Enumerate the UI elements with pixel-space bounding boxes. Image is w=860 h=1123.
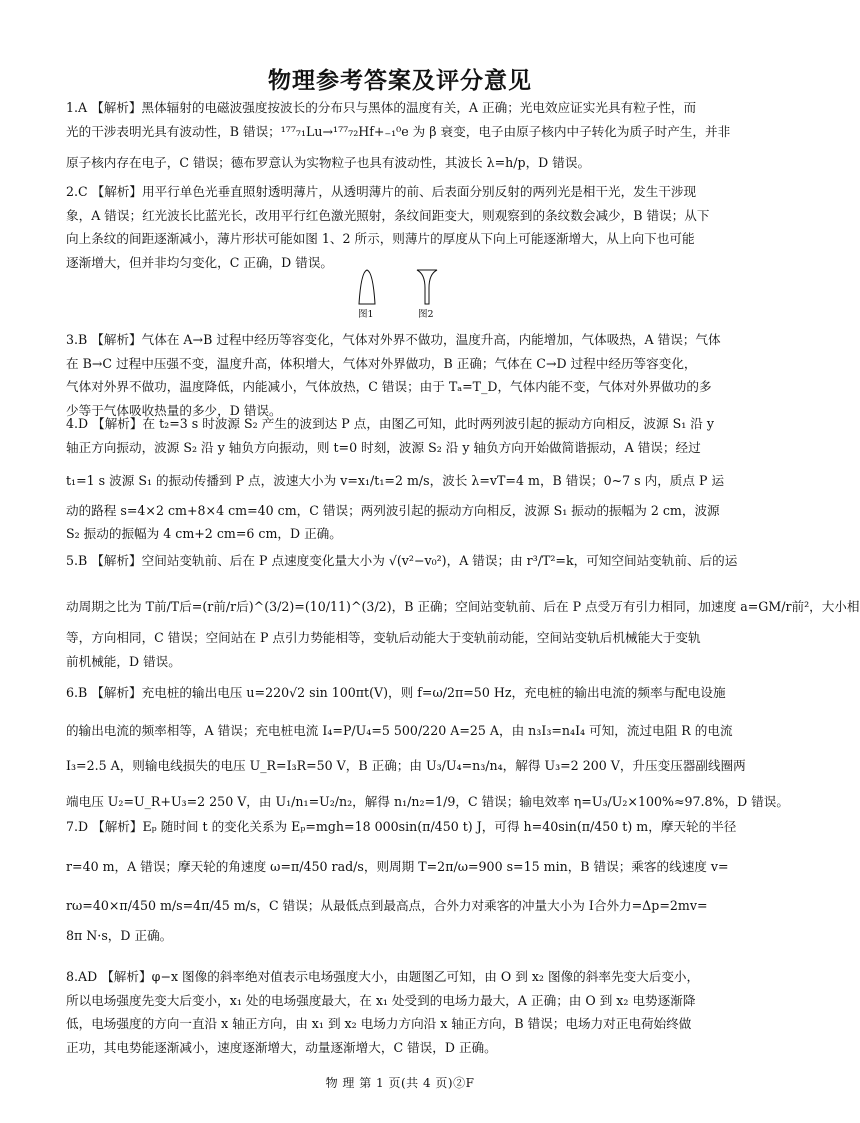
answer-line: 5.B 【解析】空间站变轨前、后在 P 点速度变化量大小为 √(v²−v₀²)，A 错误；由 r³/T²=k，可知空间站变轨前、后的运 bbox=[66, 553, 738, 568]
figure-1-caption: 图1 bbox=[358, 309, 374, 320]
answer-line: 3.B 【解析】气体在 A→B 过程中经历等容变化，气体对外界不做功，温度升高，内能增加，气体吸热，A 错误；气体 bbox=[66, 332, 721, 347]
answer-line: 原子核内存在电子，C 错误；德布罗意认为实物粒子也具有波动性，其波长 λ=h/p，D 错误。 bbox=[66, 155, 591, 170]
answer-item-3 bbox=[66, 328, 746, 422]
answer-line: r=40 m，A 错误；摩天轮的角速度 ω=π/450 rad/s，则周期 T=2π/ω=900 s=15 min，B 错误；乘客的线速度 v= bbox=[66, 858, 729, 874]
answer-item-1 bbox=[66, 96, 746, 175]
page-title: 物理参考答案及评分意见 bbox=[268, 68, 532, 94]
answer-line: 向上条纹的间距逐渐减小，薄片形状可能如图 1、2 所示，则薄片的厚度从下向上可能逐渐增大，从上向下也可能 bbox=[66, 231, 695, 246]
answer-line: 4.D 【解析】在 t₂=3 s 时波源 S₂ 产生的波到达 P 点，由图乙可知，此时两列波引起的振动方向相反，波源 S₁ 沿 y bbox=[66, 416, 714, 431]
answer-item-6 bbox=[66, 681, 789, 813]
answer-line: 1.A 【解析】黑体辐射的电磁波强度按波长的分布只与黑体的温度有关，A 正确；光电效应证实光具有粒子性，而 bbox=[66, 100, 697, 115]
answer-line: 光的干涉表明光具有波动性，B 错误；¹⁷⁷₇₁Lu→¹⁷⁷₇₂Hf+₋₁⁰e 为 β 衰变，电子由原子核内中子转化为质子时产生，并非 bbox=[66, 123, 731, 139]
answer-line: 所以电场强度先变大后变小，x₁ 处的电场强度最大，在 x₁ 处受到的电场力最大，A 正确；由 O 到 x₂ 电势逐渐降 bbox=[66, 992, 696, 1008]
answer-line: I₃=2.5 A，则输电线损失的电压 U_R=I₃R=50 V，B 正确；由 U₃/U₄=n₃/n₄，解得 U₃=2 200 V，升压变压器副线圈两 bbox=[66, 758, 746, 773]
answer-line: 在 B→C 过程中压强不变，温度升高，体积增大，气体对外界做功，B 正确；气体在 C→D 过程中经历等容变化， bbox=[66, 355, 697, 371]
answer-item-8 bbox=[66, 965, 746, 1059]
answer-line: 轴正方向振动，波源 S₂ 沿 y 轴负方向振动，则 t=0 时刻，波源 S₂ 沿 y 轴负方向开始做简谐振动，A 错误；经过 bbox=[66, 439, 701, 455]
answer-line: 等，方向相同，C 错误；空间站在 P 点引力势能相等，变轨后动能大于变轨前动能，空间站变轨后机械能大于变轨 bbox=[66, 630, 701, 645]
answer-line: 气体对外界不做功，温度降低，内能减小，气体放热，C 错误；由于 Tₐ=T_D，气体内能不变，气体对外界做功的多 bbox=[66, 379, 712, 394]
answer-item-4 bbox=[66, 412, 746, 546]
answer-line: 少等于气体吸收热量的多少，D 错误。 bbox=[66, 402, 282, 418]
answer-line: 7.D 【解析】Eₚ 随时间 t 的变化关系为 Eₚ=mgh=18 000sin(π/450 t) J，可得 h=40sin(π/450 t) m，摩天轮的半径 bbox=[66, 819, 737, 834]
answer-line: 8π N·s，D 正确。 bbox=[66, 927, 173, 943]
answer-line: 的输出电流的频率相等，A 错误；充电桩电流 I₄=P/U₄=5 500/220 A=25 A，由 n₃I₃=n₄I₄ 可知，流过电阻 R 的电流 bbox=[66, 722, 733, 738]
answer-line: 动周期之比为 T前/T后=(r前/r后)^(3/2)=(10/11)^(3/2)，B 正确；空间站变轨前、后在 P 点受万有引力相同，加速度 a=GM/r前²，大小相 bbox=[66, 598, 860, 614]
answer-line: 8.AD 【解析】φ−x 图像的斜率绝对值表示电场强度大小，由题图乙可知，由 O 到 x₂ 图像的斜率先变大后变小， bbox=[66, 969, 700, 984]
answer-line: 低，电场强度的方向一直沿 x 轴正方向，由 x₁ 到 x₂ 电场力方向沿 x 轴正方向，B 错误；电场力对正电荷始终做 bbox=[66, 1016, 692, 1031]
page-footer: 物 理 第 1 页(共 4 页)②F bbox=[325, 1076, 475, 1090]
figure-thin-plates bbox=[355, 268, 455, 324]
answer-line: rω=40×π/450 m/s=4π/45 m/s，C 错误；从最低点到最高点，合外力对乘客的冲量大小为 I合外力=Δp=2mv= bbox=[66, 898, 708, 913]
answer-line: 动的路程 s=4×2 cm+8×4 cm=40 cm，C 错误；两列波引起的振动方向相反，波源 S₁ 振动的振幅为 2 cm，波源 bbox=[66, 502, 720, 518]
answer-line: 象，A 错误；红光波长比蓝光长，改用平行红色激光照射，条纹间距变大，则观察到的条纹数会减少，B 错误；从下 bbox=[66, 207, 710, 223]
answer-line: 端电压 U₂=U_R+U₃=2 250 V，由 U₁/n₁=U₂/n₂，解得 n₁/n₂=1/9，C 错误；输电效率 η=U₃/U₂×100%≈97.8%，D 错误。 bbox=[66, 793, 789, 809]
answer-line: 正功，其电势能逐渐减小，速度逐渐增大，动量逐渐增大，C 错误，D 正确。 bbox=[66, 1039, 497, 1055]
answer-item-2 bbox=[66, 180, 746, 274]
answer-item-5 bbox=[66, 549, 860, 673]
plate-shapes-drawing bbox=[355, 268, 455, 308]
answer-item-7 bbox=[66, 815, 746, 947]
answer-line: 前机械能，D 错误。 bbox=[66, 653, 181, 669]
answer-line: 逐渐增大，但并非均匀变化，C 正确，D 错误。 bbox=[66, 254, 334, 270]
answer-line: 6.B 【解析】充电桩的输出电压 u=220√2 sin 100πt(V)，则 f=ω/2π=50 Hz，充电桩的输出电流的频率与配电设施 bbox=[66, 685, 726, 700]
figure-2-caption: 图2 bbox=[418, 309, 434, 320]
answer-line: t₁=1 s 波源 S₁ 的振动传播到 P 点，波速大小为 v=x₁/t₁=2 m/s，波长 λ=vT=4 m，B 错误；0~7 s 内，质点 P 运 bbox=[66, 473, 725, 488]
answer-line: S₂ 振动的振幅为 4 cm+2 cm=6 cm，D 正确。 bbox=[66, 526, 342, 541]
answer-line: 2.C 【解析】用平行单色光垂直照射透明薄片，从透明薄片的前、后表面分别反射的两列光是相干光，发生干涉现 bbox=[66, 184, 697, 199]
